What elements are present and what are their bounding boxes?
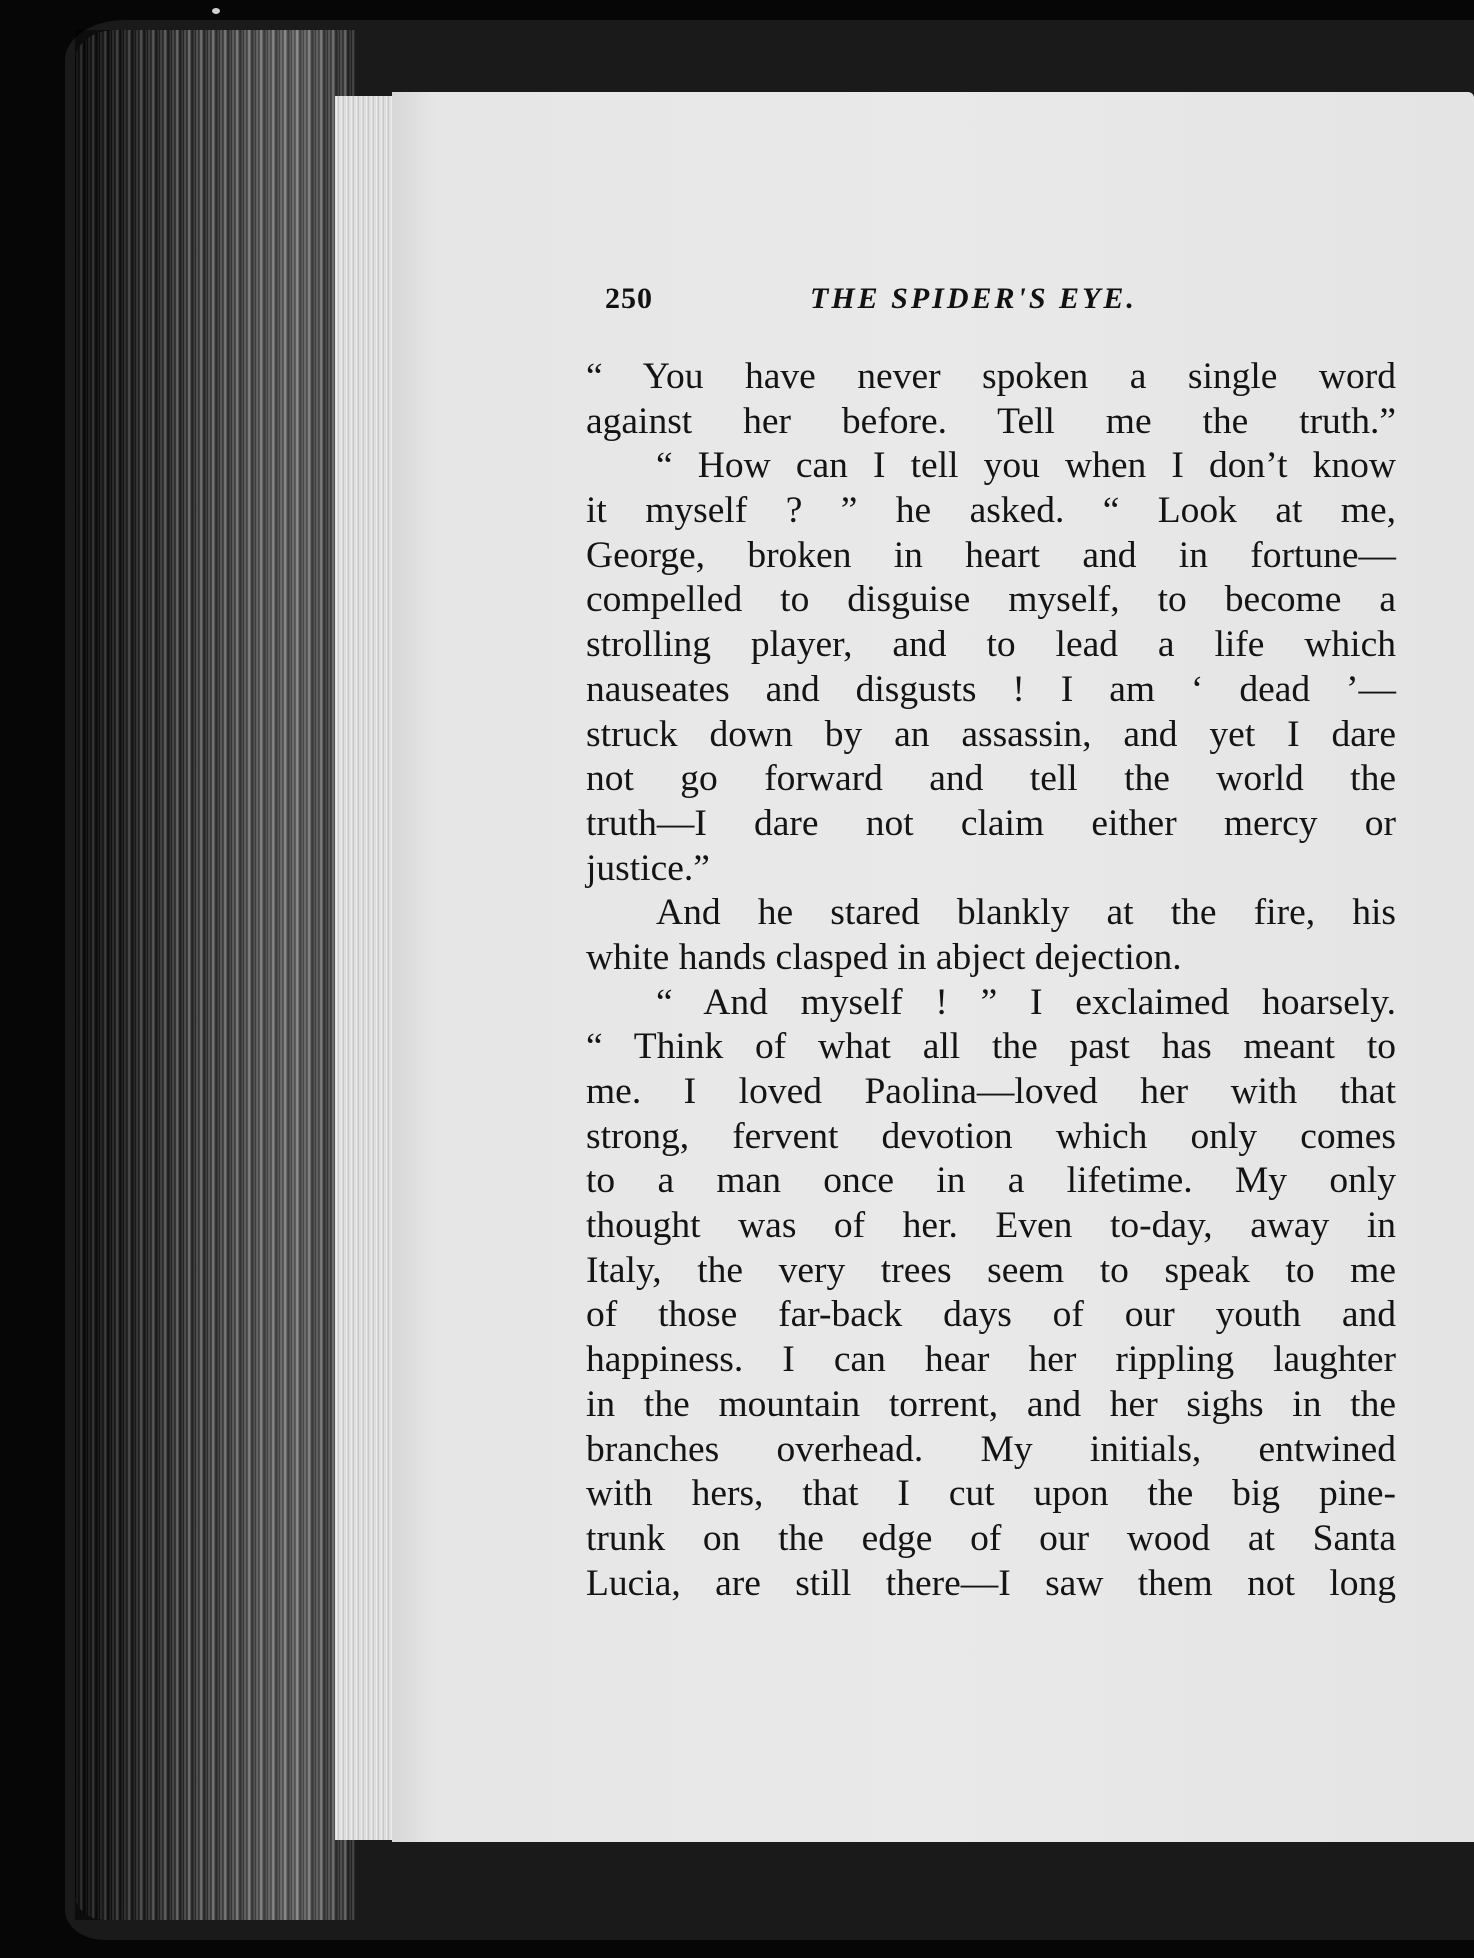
- text-line: against her before. Tell me the truth.”: [586, 400, 1396, 442]
- text-line: it myself ? ” he asked. “ Look at me,: [586, 490, 1396, 532]
- running-head: [605, 282, 1365, 328]
- dust-speck: [212, 8, 220, 14]
- text-line: “ Think of what all the past has meant to: [586, 1026, 1396, 1068]
- body-text: [586, 355, 1396, 1606]
- text-line: branches overhead. My initials, entwined: [586, 1428, 1396, 1470]
- page-number: 250: [605, 282, 653, 315]
- text-line: strolling player, and to lead a life which: [586, 624, 1396, 666]
- text-line: nauseates and disgusts ! I am ‘ dead ’—: [586, 668, 1396, 710]
- page-edges-gutter: [335, 96, 395, 1840]
- text-line: compelled to disguise myself, to become a: [586, 579, 1396, 621]
- page-block-edge: [75, 30, 355, 1920]
- text-line: “ How can I tell you when I don’t know: [656, 445, 1396, 487]
- text-line: justice.”: [586, 847, 710, 889]
- text-line: struck down by an assassin, and yet I dare: [586, 713, 1396, 755]
- text-line: Lucia, are still there—I saw them not long: [586, 1562, 1396, 1604]
- text-line: George, broken in heart and in fortune—: [586, 534, 1396, 576]
- text-line: happiness. I can hear her rippling laughter: [586, 1339, 1396, 1381]
- text-line: white hands clasped in abject dejection.: [586, 936, 1182, 978]
- text-line: And he stared blankly at the fire, his: [656, 892, 1396, 934]
- text-line: me. I loved Paolina—loved her with that: [586, 1071, 1396, 1112]
- text-line: to a man once in a lifetime. My only: [586, 1160, 1396, 1202]
- text-line: strong, fervent devotion which only comes: [586, 1115, 1396, 1157]
- text-line: trunk on the edge of our wood at Santa: [586, 1517, 1396, 1559]
- text-line: truth—I dare not claim either mercy or: [586, 802, 1396, 844]
- text-line: “ You have never spoken a single word: [586, 356, 1396, 397]
- text-line: with hers, that I cut upon the big pine-: [586, 1473, 1396, 1515]
- text-line: thought was of her. Even to-day, away in: [586, 1205, 1396, 1247]
- text-line: in the mountain torrent, and her sighs in the: [586, 1383, 1396, 1425]
- running-title: THE SPIDER'S EYE.: [810, 282, 1137, 315]
- text-line: not go forward and tell the world the: [586, 758, 1396, 800]
- text-line: Italy, the very trees seem to speak to me: [586, 1249, 1396, 1291]
- text-line: “ And myself ! ” I exclaimed hoarsely.: [656, 981, 1396, 1023]
- text-line: of those far-back days of our youth and: [586, 1294, 1396, 1336]
